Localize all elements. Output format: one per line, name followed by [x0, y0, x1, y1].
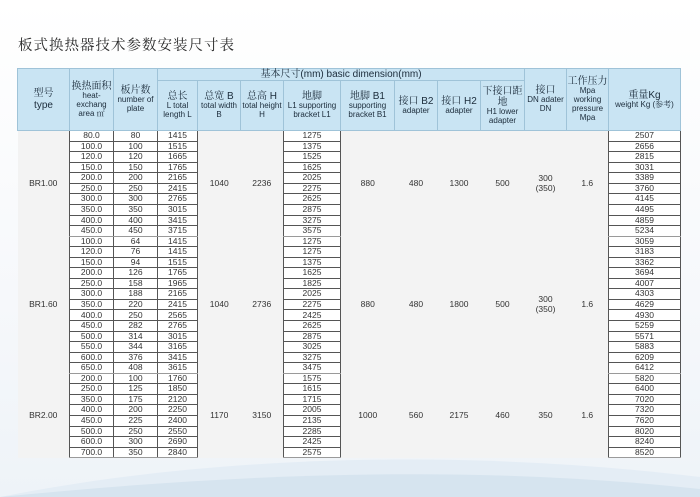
model-type-cell: BR2.00 [18, 373, 70, 457]
h1-cell: 500 [481, 131, 525, 236]
area-cell: 150.0 [70, 162, 114, 173]
length-cell: 1665 [158, 152, 198, 163]
l1-cell: 1625 [284, 268, 341, 279]
h1-cell: 500 [481, 236, 525, 373]
h2-cell: 1300 [438, 131, 481, 236]
header-basic-dimension: 基本尺寸(mm) basic dimension(mm) [158, 69, 525, 81]
area-cell: 100.0 [70, 236, 114, 247]
weight-cell: 6400 [609, 384, 681, 395]
plate-count-cell: 120 [114, 152, 158, 163]
weight-cell: 5571 [609, 331, 681, 342]
length-cell: 2765 [158, 194, 198, 205]
area-cell: 450.0 [70, 321, 114, 332]
header-height: 总高 H total height H [241, 81, 284, 131]
header-l1: 地脚 L1 supporting bracket L1 [284, 81, 341, 131]
weight-cell: 5820 [609, 373, 681, 384]
length-cell: 3415 [158, 352, 198, 363]
l1-cell: 1625 [284, 162, 341, 173]
length-cell: 3715 [158, 226, 198, 237]
header-weight: 重量Kg weight Kg (参考) [609, 69, 681, 131]
area-cell: 300.0 [70, 194, 114, 205]
plate-count-cell: 376 [114, 352, 158, 363]
model-type-cell: BR1.60 [18, 236, 70, 373]
length-cell: 1760 [158, 373, 198, 384]
area-cell: 350.0 [70, 394, 114, 405]
area-cell: 350.0 [70, 299, 114, 310]
plate-count-cell: 64 [114, 236, 158, 247]
weight-cell: 3183 [609, 247, 681, 258]
weight-cell: 7620 [609, 415, 681, 426]
header-b1: 地脚 B1 supporting bracket B1 [341, 81, 395, 131]
plate-count-cell: 150 [114, 162, 158, 173]
area-cell: 120.0 [70, 247, 114, 258]
weight-cell: 6209 [609, 352, 681, 363]
length-cell: 2165 [158, 289, 198, 300]
weight-cell: 4007 [609, 278, 681, 289]
l1-cell: 1615 [284, 384, 341, 395]
weight-cell: 4859 [609, 215, 681, 226]
l1-cell: 2575 [284, 447, 341, 458]
l1-cell: 2625 [284, 194, 341, 205]
plate-count-cell: 125 [114, 384, 158, 395]
weight-cell: 2507 [609, 131, 681, 142]
height-cell: 2736 [241, 236, 284, 373]
area-cell: 150.0 [70, 257, 114, 268]
length-cell: 1515 [158, 141, 198, 152]
length-cell: 1850 [158, 384, 198, 395]
length-cell: 2400 [158, 415, 198, 426]
height-cell: 2236 [241, 131, 284, 236]
plate-count-cell: 350 [114, 205, 158, 216]
dn-cell: 350 [525, 373, 567, 457]
plate-count-cell: 400 [114, 215, 158, 226]
length-cell: 1515 [158, 257, 198, 268]
l1-cell: 1375 [284, 141, 341, 152]
plate-count-cell: 94 [114, 257, 158, 268]
plate-count-cell: 200 [114, 173, 158, 184]
h2-cell: 2175 [438, 373, 481, 457]
length-cell: 2765 [158, 321, 198, 332]
weight-cell: 3760 [609, 183, 681, 194]
l1-cell: 2025 [284, 289, 341, 300]
table-row [18, 236, 681, 247]
spec-table-body [18, 131, 681, 458]
length-cell: 1415 [158, 131, 198, 142]
length-cell: 2250 [158, 405, 198, 416]
l1-cell: 1275 [284, 236, 341, 247]
area-cell: 400.0 [70, 310, 114, 321]
l1-cell: 2005 [284, 405, 341, 416]
plate-count-cell: 250 [114, 310, 158, 321]
header-length: 总长 L total length L [158, 81, 198, 131]
header-b2: 接口 B2 adapter [395, 81, 438, 131]
weight-cell: 2656 [609, 141, 681, 152]
area-cell: 250.0 [70, 278, 114, 289]
width-cell: 1040 [198, 131, 241, 236]
weight-cell: 3694 [609, 268, 681, 279]
header-h2: 接口 H2 adapter [438, 81, 481, 131]
weight-cell: 3031 [609, 162, 681, 173]
length-cell: 2840 [158, 447, 198, 458]
l1-cell: 2425 [284, 310, 341, 321]
l1-cell: 2025 [284, 173, 341, 184]
page-title: 板式换热器技术参数安装尺寸表 [18, 38, 235, 54]
l1-cell: 3025 [284, 342, 341, 353]
plate-count-cell: 282 [114, 321, 158, 332]
b2-cell: 560 [395, 373, 438, 457]
model-type-cell: BR1.00 [18, 131, 70, 236]
l1-cell: 2275 [284, 299, 341, 310]
plate-count-cell: 250 [114, 183, 158, 194]
length-cell: 3165 [158, 342, 198, 353]
header-h1: 下接口距地 H1 lower adapter [481, 81, 525, 131]
area-cell: 600.0 [70, 352, 114, 363]
l1-cell: 1275 [284, 131, 341, 142]
length-cell: 3015 [158, 205, 198, 216]
length-cell: 2550 [158, 426, 198, 437]
l1-cell: 2875 [284, 331, 341, 342]
header-type: 型号 type [18, 69, 70, 131]
l1-cell: 3275 [284, 352, 341, 363]
area-cell: 80.0 [70, 131, 114, 142]
plate-count-cell: 350 [114, 447, 158, 458]
plate-count-cell: 158 [114, 278, 158, 289]
header-area: 换热面积 heat-exchang area ㎡ [70, 69, 114, 131]
area-cell: 250.0 [70, 183, 114, 194]
area-cell: 550.0 [70, 342, 114, 353]
area-cell: 200.0 [70, 268, 114, 279]
header-width: 总宽 B total width B [198, 81, 241, 131]
l1-cell: 2425 [284, 437, 341, 448]
area-cell: 120.0 [70, 152, 114, 163]
area-cell: 400.0 [70, 215, 114, 226]
b1-cell: 880 [341, 131, 395, 236]
l1-cell: 2285 [284, 426, 341, 437]
weight-cell: 3362 [609, 257, 681, 268]
length-cell: 3415 [158, 215, 198, 226]
l1-cell: 2135 [284, 415, 341, 426]
header-plates: 板片数 number of plate [114, 69, 158, 131]
l1-cell: 1375 [284, 257, 341, 268]
plate-count-cell: 250 [114, 426, 158, 437]
b2-cell: 480 [395, 236, 438, 373]
l1-cell: 2625 [284, 321, 341, 332]
area-cell: 250.0 [70, 384, 114, 395]
header-dn: 接口 DN adater DN [525, 69, 567, 131]
length-cell: 3015 [158, 331, 198, 342]
length-cell: 1415 [158, 236, 198, 247]
header-pressure: 工作压力 Mpa working pressure Mpa [567, 69, 609, 131]
l1-cell: 2875 [284, 205, 341, 216]
l1-cell: 1715 [284, 394, 341, 405]
area-cell: 450.0 [70, 415, 114, 426]
length-cell: 1765 [158, 162, 198, 173]
length-cell: 2120 [158, 394, 198, 405]
plate-count-cell: 100 [114, 373, 158, 384]
length-cell: 1965 [158, 278, 198, 289]
weight-cell: 6412 [609, 363, 681, 374]
weight-cell: 7020 [609, 394, 681, 405]
area-cell: 200.0 [70, 373, 114, 384]
weight-cell: 4495 [609, 205, 681, 216]
plate-count-cell: 408 [114, 363, 158, 374]
weight-cell: 5234 [609, 226, 681, 237]
dn-cell: 300 (350) [525, 131, 567, 236]
area-cell: 350.0 [70, 205, 114, 216]
plate-count-cell: 220 [114, 299, 158, 310]
weight-cell: 4145 [609, 194, 681, 205]
plate-count-cell: 175 [114, 394, 158, 405]
weight-cell: 8020 [609, 426, 681, 437]
area-cell: 450.0 [70, 226, 114, 237]
weight-cell: 3389 [609, 173, 681, 184]
plate-count-cell: 126 [114, 268, 158, 279]
l1-cell: 3475 [284, 363, 341, 374]
h1-cell: 460 [481, 373, 525, 457]
l1-cell: 1275 [284, 247, 341, 258]
length-cell: 2690 [158, 437, 198, 448]
table-row [18, 373, 681, 384]
length-cell: 1415 [158, 247, 198, 258]
l1-cell: 1575 [284, 373, 341, 384]
area-cell: 700.0 [70, 447, 114, 458]
plate-count-cell: 100 [114, 141, 158, 152]
length-cell: 1765 [158, 268, 198, 279]
length-cell: 2415 [158, 299, 198, 310]
area-cell: 650.0 [70, 363, 114, 374]
table-row [18, 131, 681, 142]
l1-cell: 3575 [284, 226, 341, 237]
spec-table [17, 68, 681, 458]
weight-cell: 8240 [609, 437, 681, 448]
l1-cell: 1525 [284, 152, 341, 163]
area-cell: 100.0 [70, 141, 114, 152]
plate-count-cell: 300 [114, 194, 158, 205]
length-cell: 3615 [158, 363, 198, 374]
area-cell: 500.0 [70, 426, 114, 437]
weight-cell: 8520 [609, 447, 681, 458]
height-cell: 3150 [241, 373, 284, 457]
pressure-cell: 1.6 [567, 131, 609, 236]
plate-count-cell: 344 [114, 342, 158, 353]
width-cell: 1170 [198, 373, 241, 457]
dn-cell: 300 (350) [525, 236, 567, 373]
weight-cell: 2815 [609, 152, 681, 163]
weight-cell: 4629 [609, 299, 681, 310]
l1-cell: 2275 [284, 183, 341, 194]
plate-count-cell: 76 [114, 247, 158, 258]
width-cell: 1040 [198, 236, 241, 373]
area-cell: 300.0 [70, 289, 114, 300]
plate-count-cell: 225 [114, 415, 158, 426]
plate-count-cell: 200 [114, 405, 158, 416]
weight-cell: 4303 [609, 289, 681, 300]
h2-cell: 1800 [438, 236, 481, 373]
area-cell: 600.0 [70, 437, 114, 448]
area-cell: 200.0 [70, 173, 114, 184]
l1-cell: 1825 [284, 278, 341, 289]
weight-cell: 5259 [609, 321, 681, 332]
weight-cell: 3059 [609, 236, 681, 247]
b2-cell: 480 [395, 131, 438, 236]
plate-count-cell: 314 [114, 331, 158, 342]
area-cell: 500.0 [70, 331, 114, 342]
plate-count-cell: 80 [114, 131, 158, 142]
length-cell: 2165 [158, 173, 198, 184]
pressure-cell: 1.6 [567, 373, 609, 457]
plate-count-cell: 300 [114, 437, 158, 448]
weight-cell: 5883 [609, 342, 681, 353]
plate-count-cell: 188 [114, 289, 158, 300]
plate-count-cell: 450 [114, 226, 158, 237]
b1-cell: 880 [341, 236, 395, 373]
weight-cell: 4930 [609, 310, 681, 321]
area-cell: 400.0 [70, 405, 114, 416]
pressure-cell: 1.6 [567, 236, 609, 373]
length-cell: 2565 [158, 310, 198, 321]
l1-cell: 3275 [284, 215, 341, 226]
weight-cell: 7320 [609, 405, 681, 416]
b1-cell: 1000 [341, 373, 395, 457]
length-cell: 2415 [158, 183, 198, 194]
